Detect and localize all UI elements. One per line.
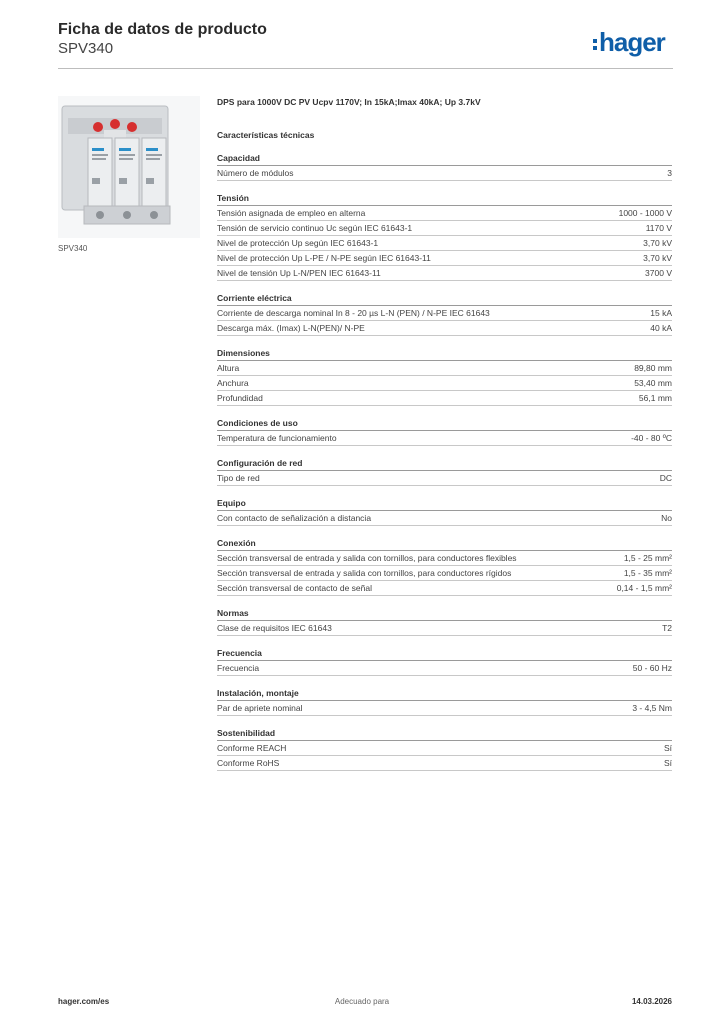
footer-note: Adecuado para [334,997,390,1006]
spec-value: No [661,513,672,523]
spec-row [217,376,672,391]
spec-row [217,266,672,281]
spec-label: Corriente de descarga nominal In 8 - 20 µs L-N (PEN) / N-PE IEC 61643 [217,308,490,318]
spec-row [217,251,672,266]
spec-label: Clase de requisitos IEC 61643 [217,623,332,633]
spec-value: 3,70 kV [643,238,672,248]
section-title: Sostenibilidad [217,727,672,741]
spec-label: Tipo de red [217,473,260,483]
spec-row [217,306,672,321]
spec-value: -40 - 80 ºC [631,433,672,443]
product-image [58,96,200,238]
page-title: Ficha de datos de producto [58,21,267,38]
spec-value: Sí [663,743,672,753]
spec-row [217,361,672,376]
spec-section [217,347,672,406]
header-divider [58,68,673,69]
spec-value: 1000 - 1000 V [618,208,672,218]
spec-row [217,756,672,771]
spec-row [217,391,672,406]
spec-value: 15 kA [650,308,672,318]
spec-row [217,741,672,756]
spec-label: Conforme REACH [217,743,287,753]
spec-label: Anchura [217,378,249,388]
spec-section [217,417,672,446]
spec-row [217,581,672,596]
footer-website[interactable]: hager.com/es [58,997,110,1006]
section-title: Frecuencia [217,647,672,661]
spec-section [217,647,672,676]
spec-label: Nivel de protección Up según IEC 61643-1 [217,238,379,248]
footer-date: 14.03.2026 [631,997,672,1006]
spec-value: T2 [662,623,672,633]
section-title: Corriente eléctrica [217,292,672,306]
spec-row [217,621,672,636]
section-title: Instalación, montaje [217,687,672,701]
spec-row [217,206,672,221]
spec-label: Conforme RoHS [217,758,280,768]
spec-value: 50 - 60 Hz [632,663,672,673]
spec-label: Sección transversal de entrada y salida con tornillos, para conductores flexibles [217,553,517,563]
spec-label: Con contacto de señalización a distancia [217,513,372,523]
spec-row [217,511,672,526]
spec-row [217,221,672,236]
spec-label: Tensión de servicio continuo Uc según IEC 61643-1 [217,223,413,233]
image-caption: SPV340 [58,244,88,253]
spec-value: 3 - 4,5 Nm [632,703,672,713]
spec-value: 3700 V [645,268,672,278]
spec-label: Descarga máx. (Imax) L-N(PEN)/ N-PE [217,323,365,333]
spec-value: 1170 V [645,223,672,233]
spec-value: 89,80 mm [634,363,672,373]
spec-value: 40 kA [650,323,672,333]
section-title: Tensión [217,192,672,206]
spec-label: Número de módulos [217,168,294,178]
spec-label: Sección transversal de contacto de señal [217,583,372,593]
spec-row [217,321,672,336]
spec-label: Nivel de tensión Up L-N/PEN IEC 61643-11 [217,268,381,278]
spec-value: 3 [667,168,672,178]
spec-row [217,471,672,486]
logo-text: hager [599,27,665,57]
spec-section [217,457,672,486]
spec-section [217,687,672,716]
logo-mark-icon [593,39,597,50]
spec-row [217,551,672,566]
section-title: Dimensiones [217,347,672,361]
spec-label: Frecuencia [217,663,260,673]
spec-row [217,661,672,676]
section-title: Conexión [217,537,672,551]
spec-label: Temperatura de funcionamiento [217,433,337,443]
section-title: Configuración de red [217,457,672,471]
spec-label: Altura [217,363,240,373]
spec-value: 53,40 mm [634,378,672,388]
product-datasheet [217,96,672,771]
spec-value: DC [659,473,672,483]
spec-value: 0,14 - 1,5 mm² [616,583,672,593]
spec-row [217,431,672,446]
spec-section [217,537,672,596]
product-description: DPS para 1000V DC PV Ucpv 1170V; In 15kA;Imax 40kA; Up 3.7kV [217,97,481,107]
spec-row [217,566,672,581]
hager-logo[interactable] [593,28,665,56]
spec-label: Par de apriete nominal [217,703,303,713]
spec-label: Sección transversal de entrada y salida con tornillos, para conductores rígidos [217,568,512,578]
spec-section [217,607,672,636]
surge-protector-image [58,96,200,238]
section-title: Condiciones de uso [217,417,672,431]
spec-row [217,701,672,716]
spec-value: 1,5 - 35 mm² [623,568,672,578]
spec-section [217,497,672,526]
spec-value: Sí [663,758,672,768]
section-title: Equipo [217,497,672,511]
spec-row [217,166,672,181]
spec-section [217,727,672,771]
spec-row [217,236,672,251]
section-title: Capacidad [217,152,672,166]
spec-value: 3,70 kV [643,253,672,263]
spec-sections [217,152,672,771]
spec-label: Profundidad [217,393,263,403]
spec-value: 1,5 - 25 mm² [623,553,672,563]
spec-section [217,192,672,281]
spec-section [217,292,672,336]
spec-label: Nivel de protección Up L-PE / N-PE según IEC 61643-11 [217,253,431,263]
spec-label: Tensión asignada de empleo en alterna [217,208,366,218]
characteristics-title: Características técnicas [217,130,315,140]
spec-section [217,152,672,181]
product-reference: SPV340 [58,40,114,57]
spec-value: 56,1 mm [638,393,672,403]
section-title: Normas [217,607,672,621]
